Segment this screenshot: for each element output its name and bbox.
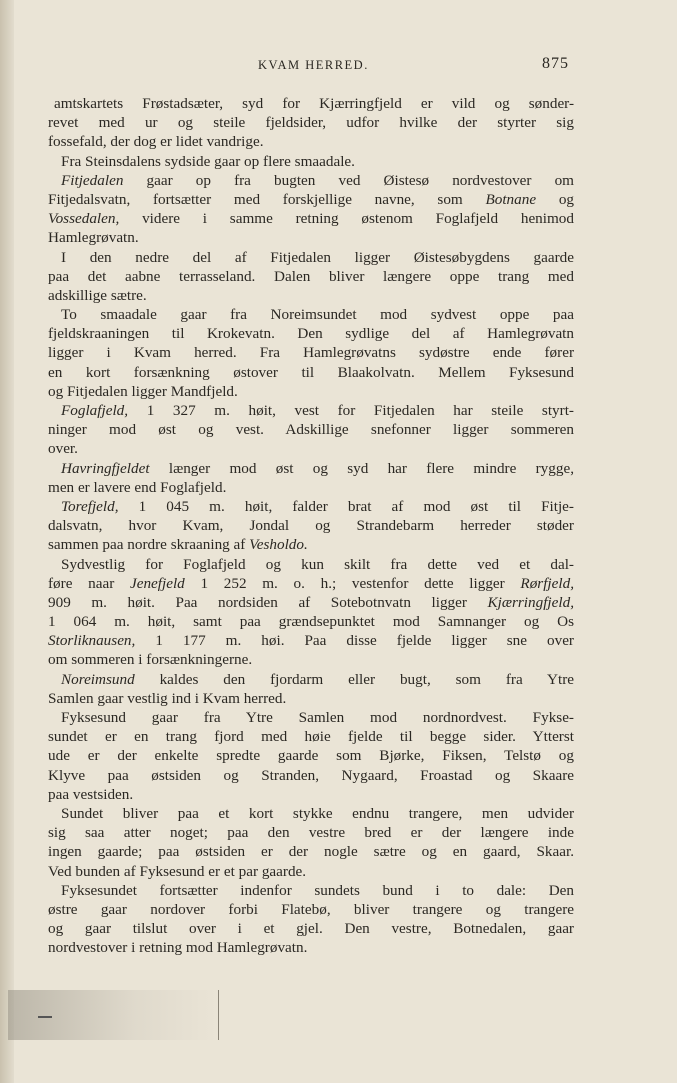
text-line: Foglafjeld, 1 327 m. høit, vest for Fitjedalen har steile styrt- <box>61 402 574 419</box>
text-line: Ved bunden af Fyksesund er et par gaarde. <box>48 862 307 880</box>
text-line: nordvestover i retning mod Hamlegrøvatn. <box>48 939 308 957</box>
text-line: Sydvestlig for Foglafjeld og kun skilt fra dette ved et dal- <box>61 555 574 573</box>
text-line: adskillige sætre. <box>48 286 147 304</box>
text-line: Fyksesundet fortsætter indenfor sundets bund i to dale: Den <box>61 881 574 899</box>
text-line: ingen gaarde; paa østsiden er der nogle sætre og en gaard, Skaar. <box>48 843 574 861</box>
text-line: om sommeren i forsænkningerne. <box>48 651 253 669</box>
text-line: Sundet bliver paa et kort stykke endnu trangere, men udvider <box>61 804 574 822</box>
text-line: Vossedalen, videre i samme retning østenom Foglafjeld henimod <box>48 210 574 228</box>
text-line: føre naar Jenefjeld 1 252 m. o. h.; vestenfor dette ligger Rørfjeld, <box>48 574 574 592</box>
library-stamp <box>8 990 219 1040</box>
text-line: revet med ur og steile fjeldsider, udfor hvilke der styrter sig <box>48 114 574 132</box>
text-line: fossefald, der dog er lidet vandrige. <box>48 133 264 151</box>
text-line: Noreimsund kaldes den fjordarm eller bugt, som fra Ytre <box>61 670 574 688</box>
text-line: 909 m. høit. Paa nordsiden af Sotebotnvatn ligger Kjærringfjeld, <box>48 593 574 611</box>
text-line: To smaadale gaar fra Noreimsundet mod sydvest oppe paa <box>61 306 574 324</box>
text-line: paa vestsiden. <box>48 785 134 803</box>
text-line: Fitjedalen gaar op fra bugten ved Øistesø nordvestover om <box>61 171 574 189</box>
text-line: I den nedre del af Fitjedalen ligger Øistesøbygdens gaarde <box>61 248 574 266</box>
text-line: 1 064 m. høit, samt paa grændsepunktet mod Samnanger og Os <box>48 613 574 631</box>
page-number: 875 <box>542 55 569 72</box>
text-line: sig saa atter noget; paa den vestre bred er der længere inde <box>48 824 574 842</box>
text-line: Storliknausen, 1 177 m. høi. Paa disse fjelde ligger sne over <box>48 632 574 650</box>
text-line: Hamlegrøvatn. <box>48 229 139 247</box>
stamp-mark <box>38 1016 52 1018</box>
text-line: paa det aabne terrasseland. Dalen bliver længere oppe trang med <box>48 267 574 285</box>
page-edge <box>0 0 14 1083</box>
text-line: ninger mod øst og vest. Adskillige snefonner ligger sommeren <box>48 421 574 439</box>
page-header <box>0 55 677 80</box>
text-line: Torefjeld, 1 045 m. høit, falder brat af mod øst til Fitje- <box>61 497 574 515</box>
text-line: en kort forsænkning østover til Blaakolvatn. Mellem Fyksesund <box>48 363 574 381</box>
text-line: sammen paa nordre skraaning af Vesholdo. <box>48 536 308 554</box>
text-line: men er lavere end Foglafjeld. <box>48 478 227 496</box>
text-line: over. <box>48 440 78 458</box>
text-line: Fra Steinsdalens sydside gaar op flere smaadale. <box>61 152 355 170</box>
text-line: og Fitjedalen ligger Mandfjeld. <box>48 382 238 400</box>
text-line: fjeldskraaningen til Krokevatn. Den sydlige del af Hamlegrøvatn <box>48 325 574 343</box>
text-line: amtskartets Frøstadsæter, syd for Kjærringfjeld er vild og sønder- <box>54 95 574 112</box>
text-line: Fitjedalsvatn, fortsætter med forskjellige navne, som Botnane og <box>48 190 574 208</box>
text-line: østre gaar nordover forbi Flatebø, bliver trangere og trangere <box>48 900 574 918</box>
text-line: ligger i Kvam herred. Fra Hamlegrøvatns sydøstre ende fører <box>48 344 574 362</box>
text-line: ude er der enkelte spredte gaarde som Bjørke, Fiksen, Telstø og <box>48 747 574 765</box>
text-line: Samlen gaar vestlig ind i Kvam herred. <box>48 689 287 707</box>
text-line: Klyve paa østsiden og Stranden, Nygaard, Froastad og Skaare <box>48 766 574 784</box>
text-line: dalsvatn, hvor Kvam, Jondal og Strandebarm herreder støder <box>48 517 574 535</box>
text-line: Havringfjeldet længer mod øst og syd har flere mindre rygge, <box>61 459 574 477</box>
running-title: KVAM HERRED. <box>258 58 369 72</box>
body-text <box>48 94 574 957</box>
text-line: sundet er en trang fjord med høie fjelde til begge sider. Ytterst <box>48 728 574 746</box>
text-line: og gaar tilslut over i et gjel. Den vestre, Botnedalen, gaar <box>48 920 574 938</box>
text-line: Fyksesund gaar fra Ytre Samlen mod nordnordvest. Fykse- <box>61 709 574 726</box>
